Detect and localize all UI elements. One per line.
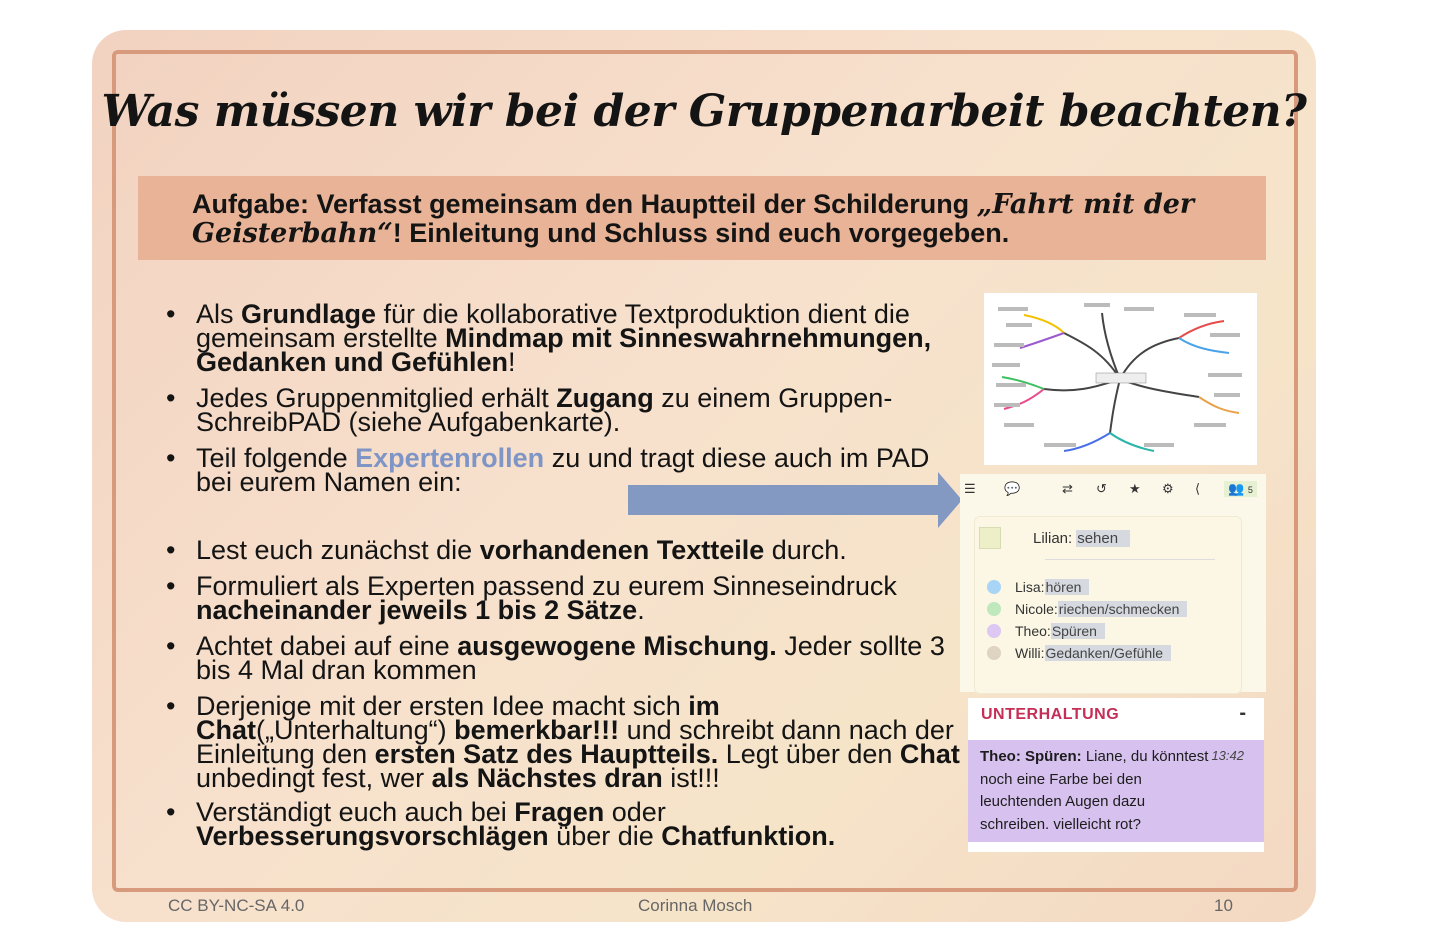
mindmap-image xyxy=(984,293,1257,465)
instruction-text: Formuliert als Experten passend zu eurem Sinneseindruck xyxy=(196,571,897,601)
footer-author: Corinna Mosch xyxy=(638,896,753,915)
task-prefix: Aufgabe: Verfasst gemeinsam den Hauptteil der Schilderung xyxy=(192,189,977,219)
swap-icon[interactable]: ⇄ xyxy=(1062,481,1073,496)
user-list xyxy=(974,516,1242,694)
instruction-text: Jedes Gruppenmitglied erhält xyxy=(196,383,557,413)
instruction-text: vorhandenen Textteile xyxy=(479,535,765,565)
user-role: hören xyxy=(1045,579,1090,595)
task-text xyxy=(192,190,1232,248)
instruction-text: Als xyxy=(196,299,242,329)
instruction-text: („Unterhaltung“) xyxy=(256,715,455,745)
share-icon[interactable]: ⟨ xyxy=(1195,481,1201,496)
instruction-text: Teil folgende xyxy=(196,443,356,473)
instruction-text: für die kollaborative Textproduktion dient die gemeinsam erstellte xyxy=(196,299,910,353)
history-icon[interactable]: ↺ xyxy=(1096,481,1107,496)
instruction-text: Achtet dabei auf eine xyxy=(196,631,458,661)
instruction-item xyxy=(164,299,964,377)
instruction-text: Chatfunktion. xyxy=(661,821,836,851)
chat-message xyxy=(968,740,1264,842)
self-user-name: Lilian: xyxy=(1033,529,1073,547)
pad-panel xyxy=(960,474,1266,692)
instruction-item xyxy=(164,383,964,437)
instruction-text: unbedingt fest, wer xyxy=(196,763,432,793)
divider xyxy=(1045,559,1215,560)
instruction-text: Derjenige mit der ersten Idee macht sich xyxy=(196,691,689,721)
chat-header: UNTERHALTUNG xyxy=(981,706,1120,723)
instruction-text: ersten Satz des Hauptteils. xyxy=(374,739,719,769)
user-color-dot xyxy=(987,624,1001,638)
instruction-text: Verbesserungsvorschlägen xyxy=(196,821,549,851)
instruction-item xyxy=(164,691,964,793)
instruction-text: Expertenrollen xyxy=(355,443,545,473)
user-color-dot xyxy=(987,602,1001,616)
chat-message-body: Liane, du könntest noch eine Farbe bei den leuchtenden Augen dazu schreiben. vielleicht rot? xyxy=(980,748,1209,833)
instruction-list xyxy=(164,299,964,851)
user-row xyxy=(987,601,1187,617)
instruction-text: als Nächstes dran xyxy=(431,763,663,793)
slide xyxy=(92,30,1316,922)
instruction-text: und schreibt dann nach der Einleitung den xyxy=(196,715,954,769)
instruction-text: zu und tragt diese auch im PAD bei eurem Namen ein: xyxy=(196,443,930,497)
instruction-text: Legt über den xyxy=(718,739,900,769)
task-story-title: „Fahrt mit der Geisterbahn“ xyxy=(192,189,1195,249)
instruction-item xyxy=(164,797,964,851)
user-name: Theo: xyxy=(1015,623,1051,639)
instruction-text: Verständigt euch auch bei xyxy=(196,797,515,827)
instruction-text: bemerkbar!!! xyxy=(454,715,620,745)
instruction-text: Zugang xyxy=(556,383,654,413)
instruction-text: Jeder sollte 3 bis 4 Mal dran kommen xyxy=(196,631,945,685)
user-name: Nicole: xyxy=(1015,601,1058,617)
user-row xyxy=(987,645,1171,661)
pad-toolbar xyxy=(960,474,1266,506)
chat-panel xyxy=(968,698,1264,852)
self-user-row xyxy=(979,527,1130,549)
user-row xyxy=(987,579,1089,595)
user-role: Gedanken/Gefühle xyxy=(1045,645,1172,661)
user-name: Willi: xyxy=(1015,645,1045,661)
task-suffix: ! Einleitung und Schluss sind euch vorgegeben. xyxy=(392,218,1010,248)
task-box xyxy=(138,176,1266,260)
users-icon[interactable]: 👥 5 xyxy=(1224,481,1257,497)
user-color-dot xyxy=(987,580,1001,594)
instruction-text: im Chat xyxy=(196,691,720,745)
instruction-item xyxy=(164,571,964,625)
instruction-text: durch. xyxy=(764,535,847,565)
self-user-role-input[interactable]: sehen xyxy=(1076,530,1130,547)
instruction-text: Chat xyxy=(899,739,960,769)
footer-page-number: 10 xyxy=(1214,896,1233,915)
user-color-dot xyxy=(987,646,1001,660)
user-role: riechen/schmecken xyxy=(1058,601,1188,617)
instruction-text: Lest euch zunächst die xyxy=(196,535,480,565)
instruction-text: ist!!! xyxy=(662,763,720,793)
user-row xyxy=(987,623,1105,639)
user-count: 5 xyxy=(1247,485,1253,495)
instruction-text: Fragen xyxy=(514,797,605,827)
chat-message-author: Theo: Spüren: xyxy=(980,748,1082,765)
instruction-text: zu einem Gruppen-SchreibPAD (siehe Aufgabenkarte). xyxy=(196,383,893,437)
instruction-text: . xyxy=(637,595,645,625)
chat-minimize-button[interactable]: - xyxy=(1239,702,1246,724)
user-name: Lisa: xyxy=(1015,579,1045,595)
comment-icon[interactable]: 💬 xyxy=(1004,481,1021,496)
list-icon[interactable]: ☰ xyxy=(964,481,976,496)
instruction-item xyxy=(164,535,964,565)
instruction-item xyxy=(164,631,964,685)
settings-icon[interactable]: ⚙ xyxy=(1162,481,1174,496)
instruction-text: ! xyxy=(508,347,516,377)
slide-title: Was müssen wir bei der Gruppenarbeit beachten? xyxy=(101,86,1307,137)
footer-license: CC BY-NC-SA 4.0 xyxy=(168,896,305,915)
chat-message-time: 13:42 xyxy=(1211,748,1244,763)
user-role: Spüren xyxy=(1051,623,1105,639)
instruction-text: ausgewogene Mischung. xyxy=(457,631,777,661)
instruction-text: oder xyxy=(604,797,666,827)
arrow-right-icon xyxy=(628,472,962,528)
color-swatch[interactable] xyxy=(979,527,1001,549)
chat-message-text xyxy=(980,746,1210,836)
instruction-text: über die xyxy=(548,821,662,851)
star-icon[interactable]: ★ xyxy=(1129,481,1141,496)
instruction-text: nacheinander jeweils 1 bis 2 Sätze xyxy=(196,595,638,625)
instruction-text: Mindmap mit Sinneswahrnehmungen, Gedanken und Gefühlen xyxy=(196,323,932,377)
instruction-text: Grundlage xyxy=(241,299,377,329)
